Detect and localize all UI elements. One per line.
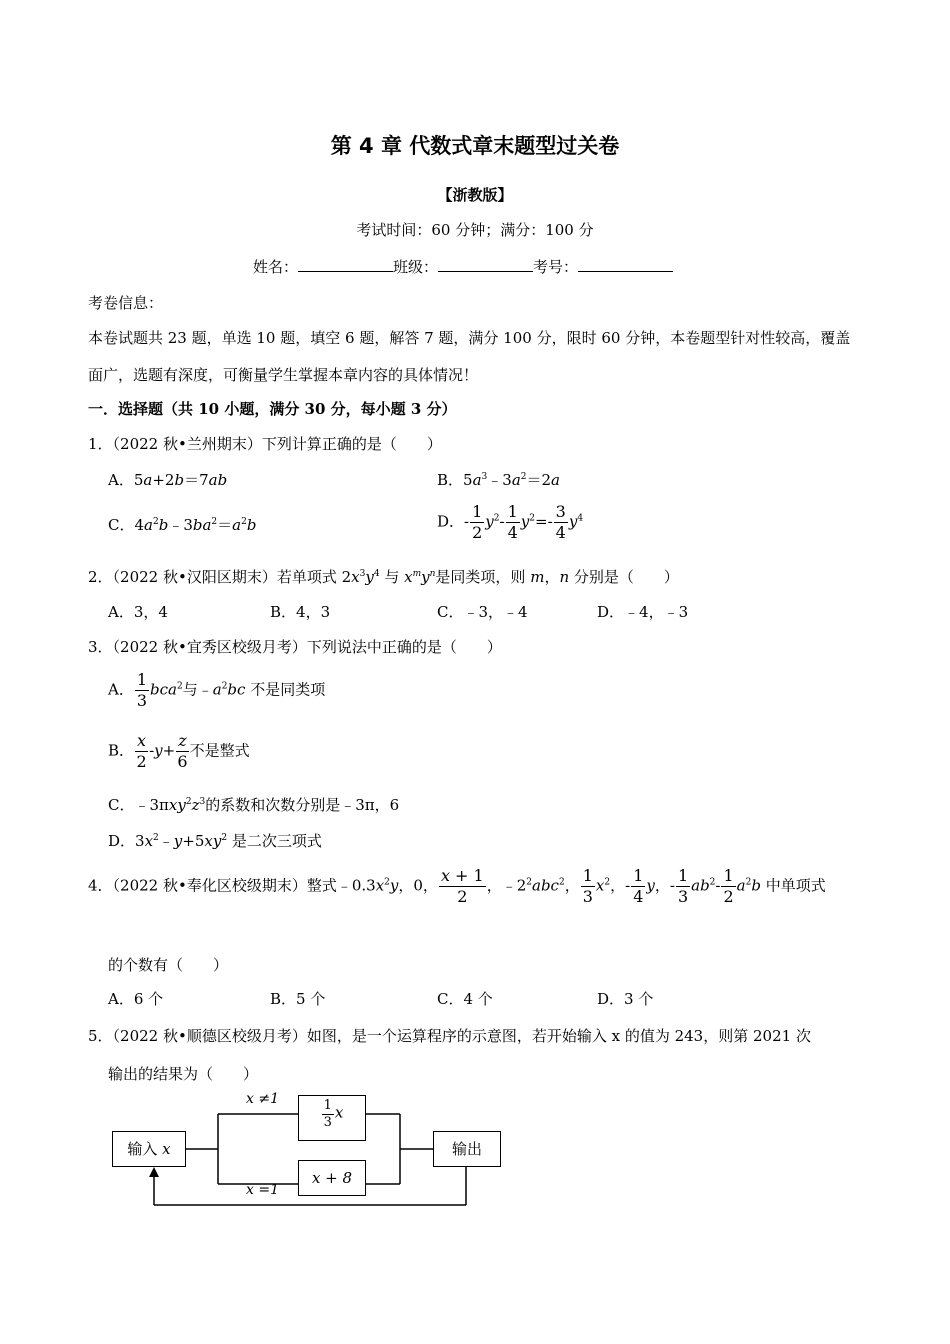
- q3-option-d[interactable]: D．$3x^2﹣y+5xy^2$ 是二次三项式: [108, 832, 322, 850]
- q4-option-b[interactable]: B．5 个: [270, 990, 326, 1008]
- q1-option-a[interactable]: A．5a+2b＝7ab: [108, 471, 228, 489]
- feedback-arrowhead: [149, 1167, 159, 1177]
- q1-option-d[interactable]: D．- $\frac{1}{2}$ $y^2-$ $\frac{1}{4}$ $y^2=-$ $\frac{3}{4}$ $y^4$: [437, 502, 584, 542]
- q3-option-b[interactable]: B． $\frac{x}{2}$ -y+ $\frac{z}{6}$ 不是整式: [108, 731, 250, 771]
- q2-option-a[interactable]: A．3，4: [108, 603, 168, 621]
- section-heading: 一．选择题（共 10 小题，满分 30 分，每小题 3 分）: [88, 400, 457, 418]
- info-label: 考卷信息：: [88, 294, 164, 312]
- op-plus8-box: x + 8: [298, 1160, 366, 1196]
- cond-one: x =1: [246, 1182, 279, 1198]
- q1-stem: 1．（2022 秋•兰州期末）下列计算正确的是（ ）: [88, 435, 442, 453]
- q2-option-d[interactable]: D．﹣4，﹣3: [597, 603, 689, 621]
- info-line-1: 本卷试题共 23 题，单选 10 题，填空 6 题，解答 7 题，满分 100 分，限时 60 分钟，本卷题型针对性较高，覆盖: [88, 329, 851, 347]
- q3-option-a[interactable]: A． $\frac{1}{3}$ bca$^2$与$﹣a^2bc$ 不是同类项: [108, 670, 326, 710]
- q3-stem: 3．（2022 秋•宜秀区校级月考）下列说法中正确的是（ ）: [88, 638, 502, 656]
- q4-stem: 4．（2022 秋•奉化区校级期末）整式$﹣0.3x^2y$，0， $\frac{x + 1}{2}$ ，$﹣2^2abc^2$， $\frac{1}{3}$ $x^2$，- $\frac{1}{4}$ y，- $\frac{1}{3}$ $ab^2-$ $\frac{1}{2}$ $a^2b$ 中单项式: [88, 866, 826, 906]
- id-label: 考号：: [533, 258, 579, 276]
- class-label: 班级：: [393, 258, 439, 276]
- output-box: 输出: [433, 1131, 501, 1167]
- op-third-box: $\frac{1}{3}$ x: [298, 1095, 366, 1141]
- q1-option-b[interactable]: B．$5a^3﹣3a^2=2a$: [437, 471, 560, 489]
- q4-option-a[interactable]: A．6 个: [108, 990, 164, 1008]
- q4-option-d[interactable]: D．3 个: [597, 990, 654, 1008]
- input-box: 输入 x: [112, 1131, 186, 1167]
- cond-not-one: x ≠1: [246, 1091, 279, 1107]
- q2-stem: 2．（2022 秋•汉阳区期末）若单项式 $2x^3y^4$ 与 $x^my^n$是同类项，则 m，n 分别是（ ）: [88, 568, 679, 586]
- name-label: 姓名：: [253, 258, 299, 276]
- q2-option-c[interactable]: C．﹣3，﹣4: [437, 603, 528, 621]
- q4-option-c[interactable]: C．4 个: [437, 990, 493, 1008]
- q5-stem-line1: 5．（2022 秋•顺德区校级月考）如图，是一个运算程序的示意图，若开始输入 x 的值为 243，则第 2021 次: [88, 1027, 811, 1045]
- q5-stem-line2: 输出的结果为（ ）: [108, 1065, 259, 1083]
- q4-stem-line2: 的个数有（ ）: [108, 956, 229, 974]
- page-title: 第 4 章 代数式章末题型过关卷: [330, 134, 620, 158]
- info-line-2: 面广，选题有深度，可衡量学生掌握本章内容的具体情况！: [88, 366, 479, 384]
- exam-time: 考试时间：60 分钟；满分：100 分: [356, 221, 594, 239]
- edition-label: 【浙教版】: [437, 186, 513, 204]
- q2-option-b[interactable]: B．4，3: [270, 603, 331, 621]
- q3-option-c[interactable]: C．$﹣3\pi xy^2z^3$的系数和次数分别是﹣3π，6: [108, 796, 400, 814]
- q1-option-c[interactable]: C．$4a^2b﹣3ba^2=a^2b$: [108, 516, 257, 534]
